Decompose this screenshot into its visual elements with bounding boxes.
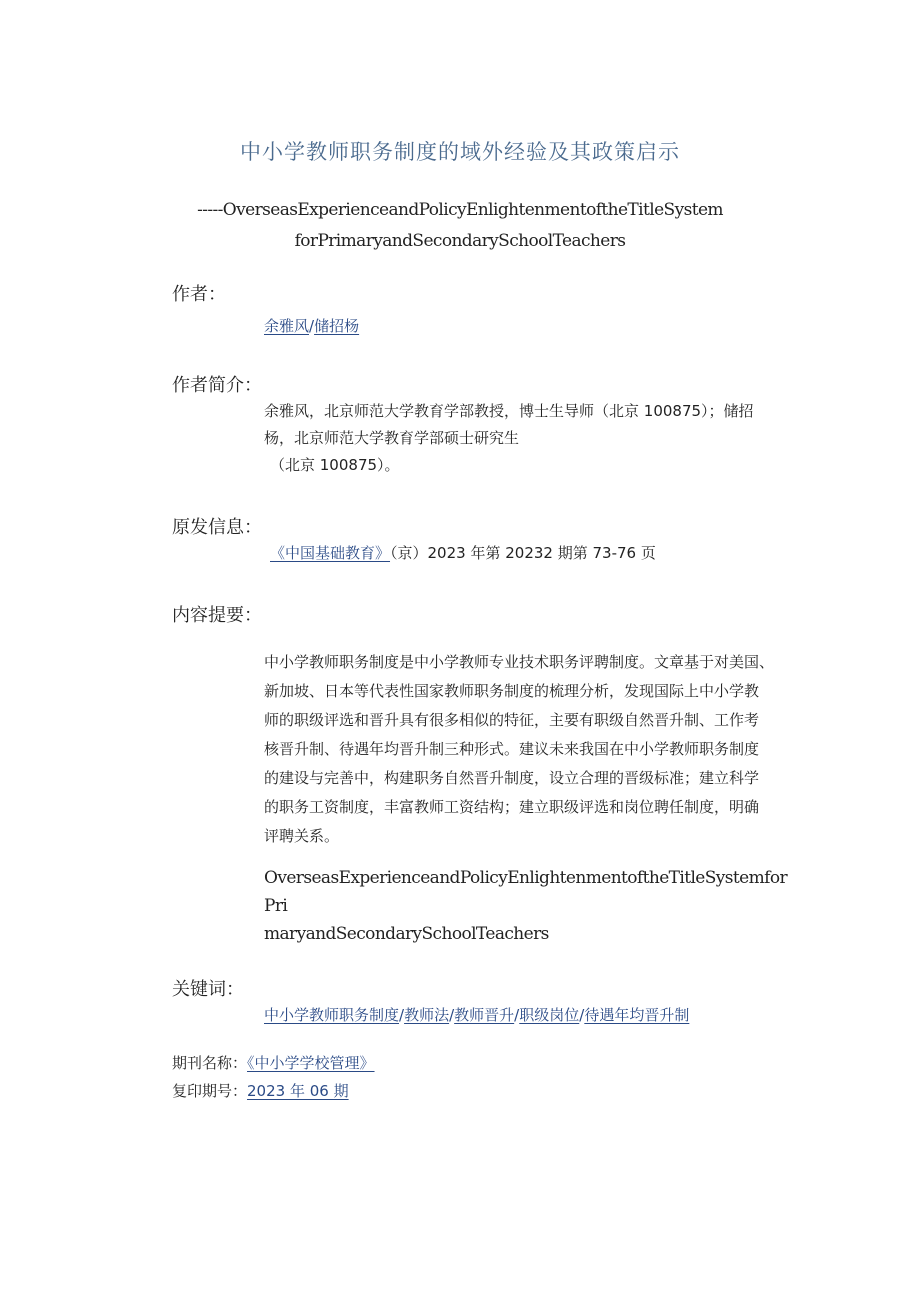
author-link-1[interactable]: 余雅风 xyxy=(264,317,310,335)
abstract-line: 的建设与完善中，构建职务自然晋升制度，设立合理的晋级标准；建立科学 xyxy=(264,769,760,787)
reprint-issue-link[interactable]: 2023 年 06 期 xyxy=(247,1082,349,1100)
keyword-separator: / xyxy=(449,1006,455,1024)
abstract-english-title xyxy=(264,864,794,948)
abstract-line: 新加坡、日本等代表性国家教师职务制度的梳理分析，发现国际上中小学教 xyxy=(264,682,760,700)
keyword-link[interactable]: 教师晋升 xyxy=(454,1006,515,1024)
abstract-line: 中小学教师职务制度是中小学教师专业技术职务评聘制度。文章基于对美国、 xyxy=(264,653,775,671)
abstract-line: 师的职级评选和晋升具有很多相似的特征，主要有职级自然晋升制、工作考 xyxy=(264,711,760,729)
bio-text xyxy=(264,398,794,479)
abstract-line: 的职务工资制度，丰富教师工资结构；建立职级评选和岗位聘任制度，明确 xyxy=(264,798,760,816)
source-journal-link[interactable]: 《中国基础教育》 xyxy=(270,544,391,562)
source-label: 原发信息： xyxy=(172,517,262,538)
source-details: （京）2023 年第 20232 期第 73-76 页 xyxy=(390,544,656,562)
english-subtitle-line1: -----OverseasExperienceandPolicyEnlightenmentoftheTitleSystem xyxy=(197,200,723,220)
journal-name-link[interactable]: 《中小学学校管理》 xyxy=(247,1054,375,1072)
bio-line: （北京 100875）。 xyxy=(270,456,400,474)
reprint-issue-row xyxy=(172,1080,349,1101)
source-info xyxy=(270,542,656,563)
keyword-separator: / xyxy=(514,1006,520,1024)
abstract-english-line1: OverseasExperienceandPolicyEnlightenmentoftheTitleSystemforPri xyxy=(264,868,787,916)
bio-label: 作者简介： xyxy=(172,375,262,396)
author-separator: / xyxy=(309,317,315,335)
keyword-link[interactable]: 职级岗位 xyxy=(519,1006,580,1024)
abstract-line: 评聘关系。 xyxy=(264,827,340,845)
keyword-link[interactable]: 中小学教师职务制度 xyxy=(264,1006,400,1024)
reprint-issue-label: 复印期号： xyxy=(172,1082,248,1100)
author-link-2[interactable]: 储招杨 xyxy=(314,317,360,335)
abstract-english-line2: maryandSecondarySchoolTeachers xyxy=(264,924,549,944)
english-subtitle-line2: forPrimaryandSecondarySchoolTeachers xyxy=(294,231,626,251)
abstract-line: 核晋升制、待遇年均晋升制三种形式。建议未来我国在中小学教师职务制度 xyxy=(264,740,760,758)
keyword-link[interactable]: 教师法 xyxy=(404,1006,450,1024)
authors-label: 作者： xyxy=(172,284,226,305)
journal-name-label: 期刊名称： xyxy=(172,1054,248,1072)
bio-line: 杨，北京师范大学教育学部硕士研究生 xyxy=(264,429,520,447)
keywords-label: 关键词： xyxy=(172,979,244,1000)
bio-line: 余雅风，北京师范大学教育学部教授，博士生导师（北京 100875）；储招 xyxy=(264,402,754,420)
keyword-separator: / xyxy=(399,1006,405,1024)
abstract-text xyxy=(264,648,794,851)
journal-name-row xyxy=(172,1052,375,1073)
abstract-label: 内容提要： xyxy=(172,605,262,626)
page-title: 中小学教师职务制度的域外经验及其政策启示 xyxy=(240,140,680,164)
keywords-list xyxy=(264,1004,689,1025)
authors-list xyxy=(264,315,359,336)
keyword-separator: / xyxy=(579,1006,585,1024)
keyword-link[interactable]: 待遇年均晋升制 xyxy=(584,1006,690,1024)
